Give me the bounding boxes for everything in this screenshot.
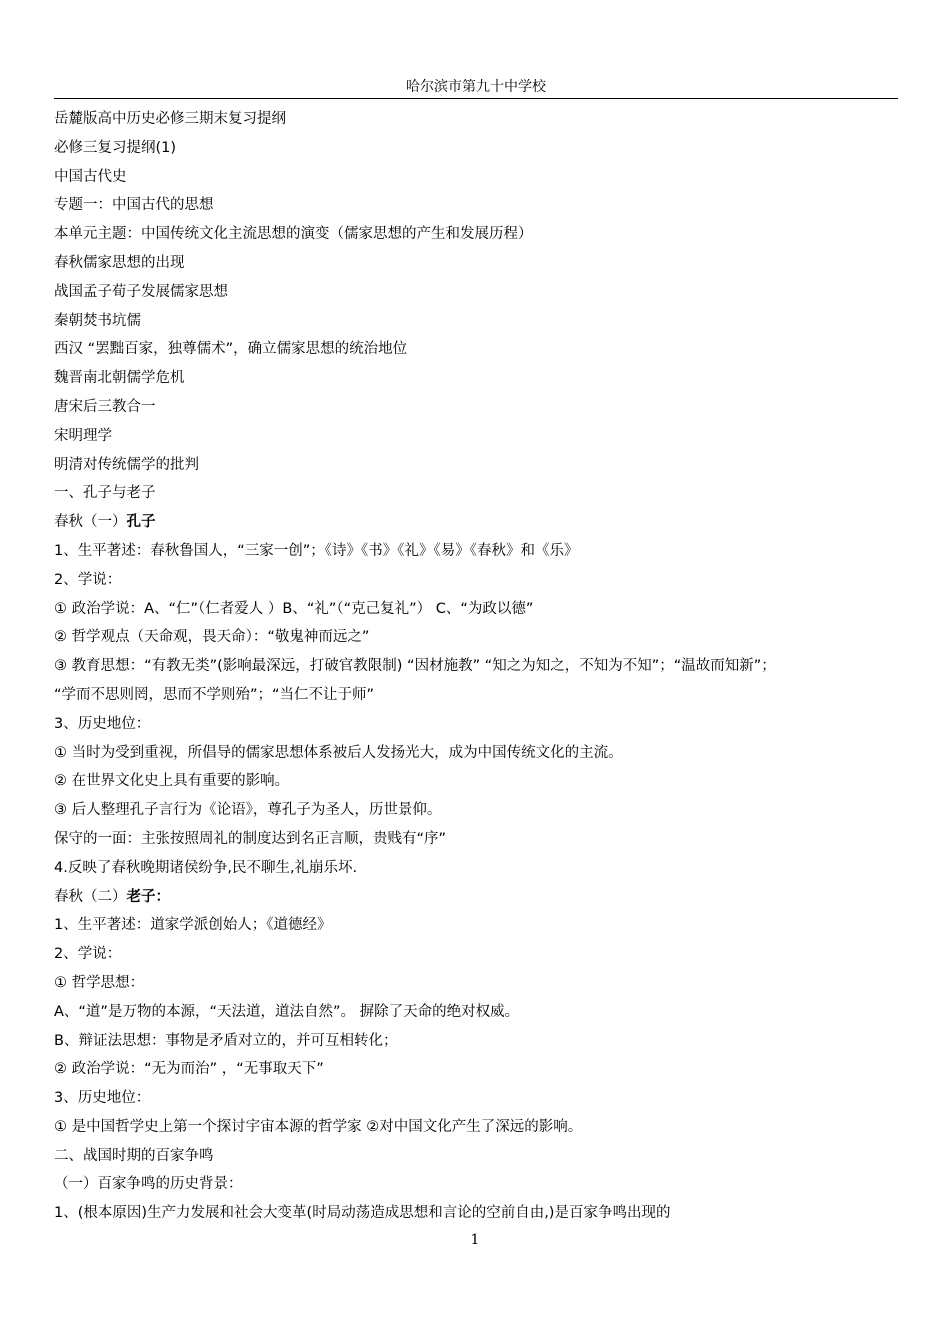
line-text: 明清对传统儒学的批判 <box>54 456 199 473</box>
page-number: 1 <box>470 1232 480 1248</box>
line-bold-text: 老子： <box>126 888 170 905</box>
line-text: B、辩证法思想：事物是矛盾对立的，并可互相转化； <box>54 1032 398 1049</box>
text-line <box>54 191 904 220</box>
text-line <box>54 998 904 1027</box>
line-text: A、“道”是万物的本源，“天法道，道法自然”。 摒除了天命的绝对权威。 <box>54 1003 520 1020</box>
line-text: 二、战国时期的百家争鸣 <box>54 1147 214 1164</box>
text-line <box>54 652 904 681</box>
line-text: 唐宋后三教合一 <box>54 398 156 415</box>
line-text: ③ 教育思想：“有教无类”(影响最深远，打破官教限制) “因材施教” “知之为知之，不知为不知”；“温故而知新”； <box>54 658 776 675</box>
text-line <box>54 1113 904 1142</box>
text-line <box>54 739 904 768</box>
text-line <box>54 940 904 969</box>
text-line <box>54 105 904 134</box>
line-text: 3、历史地位： <box>54 715 151 732</box>
document-body <box>54 105 904 1228</box>
line-text: ② 政治学说：“无为而治” ，“无事取天下” <box>54 1061 324 1078</box>
line-text: 本单元主题：中国传统文化主流思想的演变（儒家思想的产生和发展历程） <box>54 226 533 243</box>
line-text: 春秋儒家思想的出现 <box>54 254 185 271</box>
page-header: 哈尔滨市第九十中学校 <box>54 76 898 99</box>
text-line <box>54 307 904 336</box>
text-line <box>54 566 904 595</box>
text-line <box>54 825 904 854</box>
text-line <box>54 479 904 508</box>
line-text: 春秋（二） <box>54 888 127 905</box>
line-bold-text: 孔子 <box>126 514 156 531</box>
text-line <box>54 393 904 422</box>
line-text: ③ 后人整理孔子言行为《论语》，尊孔子为圣人，历世景仰。 <box>54 802 442 819</box>
text-line <box>54 249 904 278</box>
text-line <box>54 537 904 566</box>
line-text: 西汉 “罢黜百家，独尊儒术”，确立儒家思想的统治地位 <box>54 341 408 358</box>
text-line <box>54 883 904 912</box>
line-text: ② 在世界文化史上具有重要的影响。 <box>54 773 290 790</box>
text-line <box>54 134 904 163</box>
line-text: （一）百家争鸣的历史背景： <box>54 1176 243 1193</box>
line-text: 春秋（一） <box>54 514 127 531</box>
text-line <box>54 710 904 739</box>
line-text: 一、孔子与老子 <box>54 485 156 502</box>
line-text: 岳麓版高中历史必修三期末复习提纲 <box>54 111 286 127</box>
text-line <box>54 1027 904 1056</box>
line-text: 秦朝焚书坑儒 <box>54 312 141 329</box>
text-line <box>54 854 904 883</box>
text-line <box>54 623 904 652</box>
text-line <box>54 1055 904 1084</box>
line-text: 专题一：中国古代的思想 <box>54 197 214 214</box>
text-line <box>54 767 904 796</box>
text-line <box>54 451 904 480</box>
line-text: 2、学说： <box>54 946 122 963</box>
text-line <box>54 595 904 624</box>
line-text: “学而不思则罔，思而不学则殆”；“当仁不让于师” <box>54 686 375 703</box>
line-text: 2、学说： <box>54 571 122 588</box>
text-line <box>54 681 904 710</box>
line-text: ① 政治学说：A、“仁”（仁者爱人 ）B、“礼”（“克己复礼”） C、“为政以德” <box>54 600 534 617</box>
line-text: 1、生平著述：春秋鲁国人，“三家一创”；《诗》《书》《礼》《易》《春秋》和《乐》 <box>54 542 579 559</box>
text-line <box>54 911 904 940</box>
line-text: 1、生平著述：道家学派创始人；《道德经》 <box>54 917 332 934</box>
line-text: ② 哲学观点（天命观，畏天命）：“敬鬼神而远之” <box>54 629 370 646</box>
line-text: 保守的一面：主张按照周礼的制度达到名正言顺，贵贱有“序” <box>54 830 447 847</box>
line-text: 战国孟子荀子发展儒家思想 <box>54 283 228 300</box>
text-line <box>54 508 904 537</box>
text-line <box>54 1084 904 1113</box>
line-text: 魏晋南北朝儒学危机 <box>54 370 185 387</box>
text-line <box>54 796 904 825</box>
line-text: 1、(根本原因)生产力发展和社会大变革(时局动荡造成思想和言论的空前自由,)是百家争鸣出现的 <box>54 1205 671 1222</box>
text-line <box>54 969 904 998</box>
text-line <box>54 278 904 307</box>
text-line <box>54 364 904 393</box>
text-line <box>54 1199 904 1228</box>
text-line <box>54 163 904 192</box>
line-text: ① 当时为受到重视，所倡导的儒家思想体系被后人发扬光大，成为中国传统文化的主流。 <box>54 744 623 761</box>
text-line <box>54 422 904 451</box>
line-text: 3、历史地位： <box>54 1090 151 1107</box>
line-text: ① 哲学思想： <box>54 974 145 991</box>
line-text: 中国古代史 <box>54 168 127 185</box>
text-line <box>54 1142 904 1171</box>
line-text: 4.反映了春秋晚期诸侯纷争,民不聊生,礼崩乐坏. <box>54 859 358 876</box>
line-text: ① 是中国哲学史上第一个探讨宇宙本源的哲学家 ②对中国文化产生了深远的影响。 <box>54 1118 583 1135</box>
line-text: 宋明理学 <box>54 427 112 444</box>
text-line <box>54 1170 904 1199</box>
text-line <box>54 220 904 249</box>
text-line <box>54 335 904 364</box>
line-text: 必修三复习提纲(1) <box>54 139 177 156</box>
